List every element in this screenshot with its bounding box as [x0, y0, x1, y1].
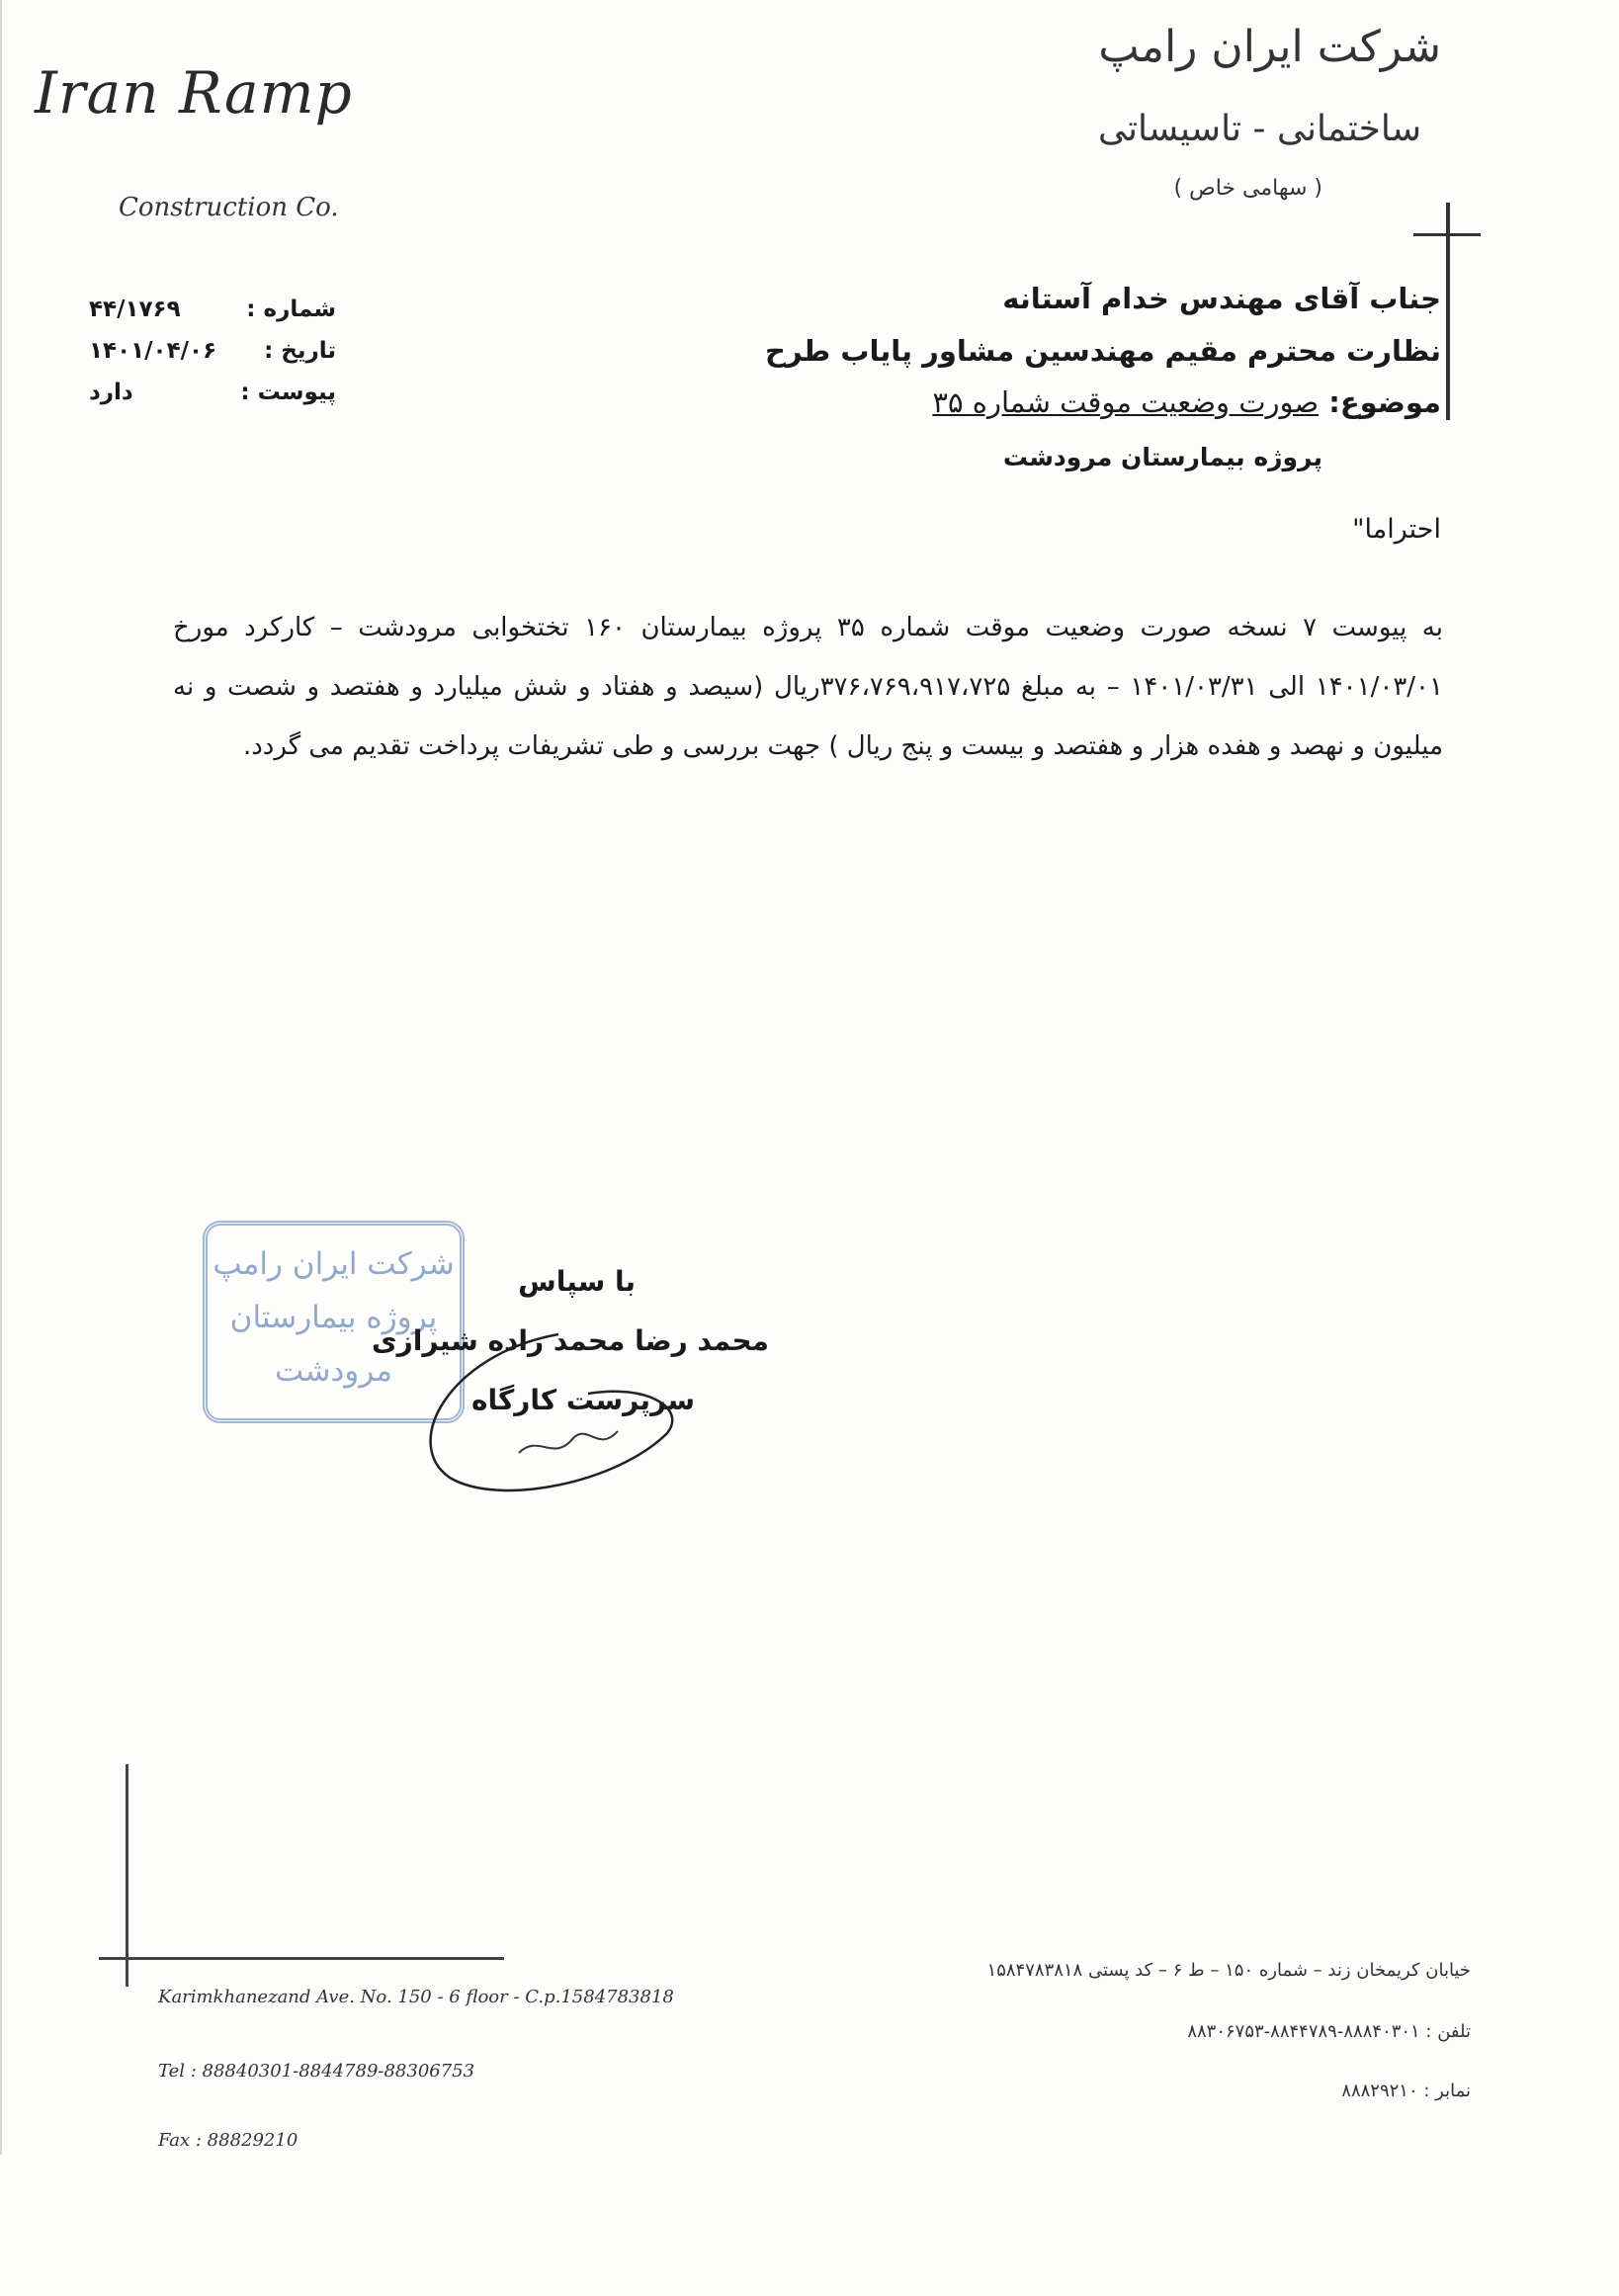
- number-value: ۴۴/۱۷۶۹: [89, 297, 181, 322]
- stamp-line-3: مرودشت: [275, 1353, 392, 1389]
- footer-tel-fa: تلفن : ۸۸۸۴۰۳۰۱-۸۸۴۴۷۸۹-۸۸۳۰۶۷۵۳: [1187, 2021, 1471, 2042]
- footer-fax-en: Fax : 88829210: [158, 2130, 298, 2151]
- meta-date-row: [89, 338, 336, 364]
- letter-body: به پیوست ۷ نسخه صورت وضعیت موقت شماره ۳۵ پروژه بیمارستان ۱۶۰ تختخوابی مرودشت – کارکرد مورخ ۱۴۰۱/۰۳/۰۱ الی ۱۴۰۱/۰۳/۳۱ – به مبلغ ۳۷۶،۷۶۹،۹۱۷،۷۲۵ریال (سیصد و هفتاد و شش میلیارد و هفتصد و شصت و نه میلیون و نهصد و هفده هزار و هفتصد و بیست و پنج ریال ) جهت بررسی و طی تشریفات پرداخت تقدیم می گردد.: [173, 613, 1443, 761]
- footer-horizontal-rule: [99, 1957, 504, 1960]
- addressee-organization: نظارت محترم مقیم مهندسین مشاور پایاب طرح: [764, 334, 1441, 368]
- closing-phrase: با سپاس: [518, 1265, 636, 1298]
- greeting: احتراما": [1352, 514, 1441, 545]
- company-name-fa: شرکت ایران رامپ: [1098, 22, 1441, 72]
- letter-meta: [89, 297, 336, 421]
- brand-subtitle: Construction Co.: [119, 193, 339, 222]
- company-type-fa: ساختمانی - تاسیساتی: [1097, 109, 1421, 149]
- header-horizontal-rule: [1413, 233, 1481, 236]
- subject-label: موضوع:: [1328, 385, 1441, 419]
- brand-logo-text: Iran Ramp: [35, 59, 353, 127]
- attachment-value: دارد: [89, 380, 133, 405]
- project-name: پروژه بیمارستان مرودشت: [1002, 443, 1322, 471]
- footer-vertical-rule: [126, 1764, 128, 1987]
- signer-name: محمد رضا محمد زاده شیرازی: [372, 1324, 769, 1357]
- footer-fax-fa: نمابر : ۸۸۸۲۹۲۱۰: [1341, 2081, 1471, 2101]
- stamp-line-1: شرکت ایران رامپ: [213, 1246, 455, 1282]
- subject-line: [932, 385, 1441, 419]
- handwritten-signature: [390, 1315, 707, 1502]
- date-label: تاریخ :: [264, 338, 336, 364]
- footer-address-en: Karimkhanezand Ave. No. 150 - 6 floor - C.p.1584783818: [158, 1987, 674, 2007]
- meta-number-row: [89, 297, 336, 322]
- footer-tel-en: Tel : 88840301-8844789-88306753: [158, 2061, 475, 2082]
- footer-address-fa: خیابان کریمخان زند – شماره ۱۵۰ – ط ۶ – کد پستی ۱۵۸۴۷۸۳۸۱۸: [986, 1960, 1471, 1981]
- addressee-name: جناب آقای مهندس خدام آستانه: [1002, 282, 1441, 315]
- meta-attachment-row: [89, 380, 336, 405]
- company-share-fa: ( سهامی خاص ): [1173, 176, 1322, 201]
- attachment-label: پیوست :: [240, 380, 336, 405]
- date-value: ۱۴۰۱/۰۴/۰۶: [89, 338, 217, 364]
- signer-title: سرپرست کارگاه: [470, 1384, 695, 1416]
- page-edge: [0, 0, 2, 2155]
- number-label: شماره :: [246, 297, 336, 322]
- subject-value: صورت وضعیت موقت شماره ۳۵: [932, 385, 1320, 419]
- stamp-line-2: پروژه بیمارستان: [229, 1300, 438, 1335]
